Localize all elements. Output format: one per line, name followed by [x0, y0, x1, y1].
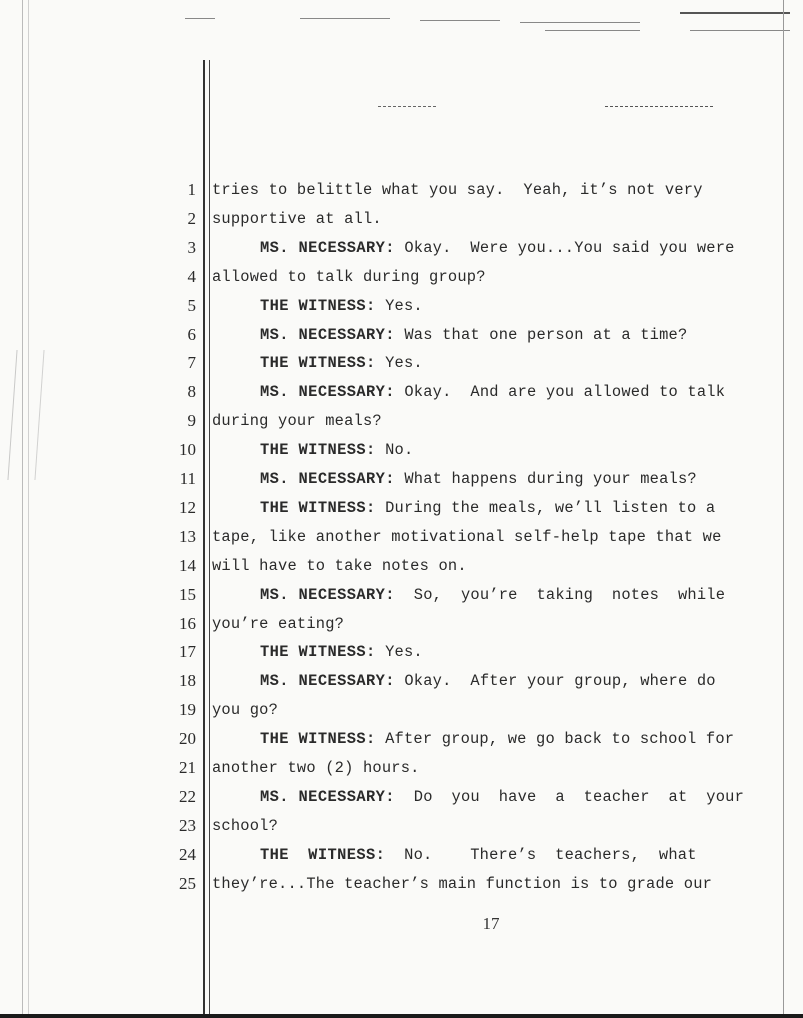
spoken-text: another two (2) hours.	[212, 759, 420, 777]
line-number: 23	[179, 815, 196, 835]
line-number: 15	[179, 584, 196, 604]
transcript-line	[0, 465, 803, 493]
spoken-text: What happens during your meals?	[394, 470, 697, 488]
scan-artifact	[545, 30, 640, 31]
transcript-line	[0, 321, 803, 349]
speaker-label: MS. NECESSARY:	[260, 672, 395, 691]
spoken-text: Yes.	[375, 354, 423, 373]
spoken-text: tries to belittle what you say. Yeah, it’s not very	[212, 181, 703, 199]
scan-edge	[0, 1014, 803, 1018]
line-text	[260, 638, 780, 666]
transcript-line	[0, 407, 803, 435]
scan-artifact	[605, 106, 713, 108]
line-text	[212, 205, 780, 233]
line-text	[260, 725, 780, 753]
scan-artifact	[378, 106, 436, 108]
line-number: 10	[179, 440, 196, 460]
line-text	[260, 349, 780, 377]
speaker-label: THE WITNESS:	[260, 354, 376, 373]
spoken-text: After group, we go back to school for	[375, 730, 735, 749]
scan-artifact	[185, 18, 215, 19]
line-text	[260, 494, 780, 522]
line-text	[260, 465, 780, 493]
transcript-line	[0, 176, 803, 204]
page-number: 17	[482, 914, 500, 933]
spoken-text: Okay. And are you allowed to talk	[394, 383, 726, 402]
line-text	[212, 696, 780, 724]
spoken-text: Okay. After your group, where do	[394, 672, 716, 691]
line-text	[212, 754, 780, 782]
speaker-label: MS. NECESSARY:	[260, 470, 395, 488]
speaker-label: MS. NECESSARY:	[260, 238, 395, 257]
spoken-text: During the meals, we’ll listen to a	[375, 498, 716, 517]
transcript-line	[0, 263, 803, 291]
line-text	[212, 263, 780, 291]
transcript-line	[0, 349, 803, 377]
speaker-label: THE WITNESS:	[260, 845, 386, 864]
line-number: 22	[179, 786, 196, 806]
transcript-line	[0, 610, 803, 638]
spoken-text: allowed to talk during group?	[212, 267, 486, 286]
line-number: 17	[179, 642, 196, 662]
line-text	[260, 667, 780, 695]
line-text	[260, 292, 780, 320]
line-number: 20	[179, 729, 196, 749]
transcript-line	[0, 581, 803, 609]
spoken-text: you go?	[212, 701, 279, 720]
transcript-line	[0, 841, 803, 869]
line-number: 25	[179, 873, 196, 893]
line-number: 5	[187, 295, 196, 315]
line-text	[212, 552, 780, 580]
transcript-line	[0, 754, 803, 782]
spoken-text: Yes.	[375, 643, 423, 662]
spoken-text: they’re...The teacher’s main function is to grade our	[212, 874, 713, 893]
transcript-line	[0, 696, 803, 724]
line-number: 18	[179, 671, 196, 691]
scan-artifact	[680, 12, 790, 14]
line-number: 19	[179, 700, 196, 720]
transcript-line	[0, 812, 803, 840]
transcript-line	[0, 292, 803, 320]
spoken-text: will have to take notes on.	[212, 556, 467, 575]
spoken-text: No.	[375, 441, 414, 460]
line-text	[260, 234, 780, 262]
line-number: 1	[187, 180, 196, 199]
spoken-text: Do you have a teacher at your	[394, 787, 745, 806]
scan-artifact	[300, 18, 390, 19]
transcript-line	[0, 205, 803, 233]
spoken-text: during your meals?	[212, 412, 382, 431]
line-number: 4	[187, 266, 196, 286]
line-number: 3	[187, 237, 196, 257]
line-text	[260, 436, 780, 464]
line-number: 13	[179, 526, 196, 546]
line-text	[212, 610, 780, 638]
spoken-text: So, you’re taking notes while	[394, 585, 726, 604]
line-number: 12	[179, 497, 196, 517]
spoken-text: Okay. Were you...You said you were	[394, 238, 735, 257]
line-text	[260, 783, 780, 811]
line-number: 14	[179, 555, 196, 575]
scan-artifact	[690, 30, 790, 31]
transcript-line	[0, 436, 803, 464]
speaker-label: MS. NECESSARY:	[260, 585, 395, 604]
spoken-text: tape, like another motivational self-help tape that we	[212, 527, 722, 546]
scan-artifact	[520, 22, 640, 23]
line-number: 9	[187, 411, 196, 431]
line-text	[212, 523, 780, 551]
transcript-line	[0, 783, 803, 811]
line-number: 11	[179, 469, 196, 488]
line-text	[260, 321, 780, 349]
line-text	[212, 812, 780, 840]
transcript-line	[0, 638, 803, 666]
line-text	[260, 841, 780, 869]
spoken-text: Yes.	[375, 296, 423, 315]
line-text	[260, 378, 780, 406]
transcript-line	[0, 667, 803, 695]
speaker-label: MS. NECESSARY:	[260, 383, 395, 402]
transcript-line	[0, 378, 803, 406]
scan-artifact	[420, 20, 500, 21]
transcript-line	[0, 234, 803, 262]
spoken-text: supportive at all.	[212, 209, 382, 228]
line-text	[212, 176, 780, 204]
line-number: 2	[187, 208, 196, 228]
speaker-label: THE WITNESS:	[260, 498, 376, 517]
line-text	[212, 870, 780, 898]
transcript-line	[0, 494, 803, 522]
speaker-label: THE WITNESS:	[260, 730, 376, 749]
transcript-line	[0, 870, 803, 898]
transcript-line	[0, 523, 803, 551]
line-number: 6	[187, 324, 196, 344]
spoken-text: No. There’s teachers, what	[385, 845, 697, 864]
line-number: 8	[187, 382, 196, 402]
spoken-text: school?	[212, 816, 279, 835]
speaker-label: THE WITNESS:	[260, 441, 376, 460]
line-number: 21	[179, 758, 196, 777]
transcript-line	[0, 552, 803, 580]
transcript-line	[0, 725, 803, 753]
spoken-text: Was that one person at a time?	[394, 325, 688, 344]
line-number: 16	[179, 613, 196, 633]
line-number: 24	[179, 844, 196, 864]
speaker-label: MS. NECESSARY:	[260, 787, 395, 806]
line-text	[260, 581, 780, 609]
line-text	[212, 407, 780, 435]
speaker-label: THE WITNESS:	[260, 643, 376, 662]
speaker-label: MS. NECESSARY:	[260, 325, 395, 344]
spoken-text: you’re eating?	[212, 614, 345, 633]
speaker-label: THE WITNESS:	[260, 296, 376, 315]
line-number: 7	[187, 353, 196, 373]
